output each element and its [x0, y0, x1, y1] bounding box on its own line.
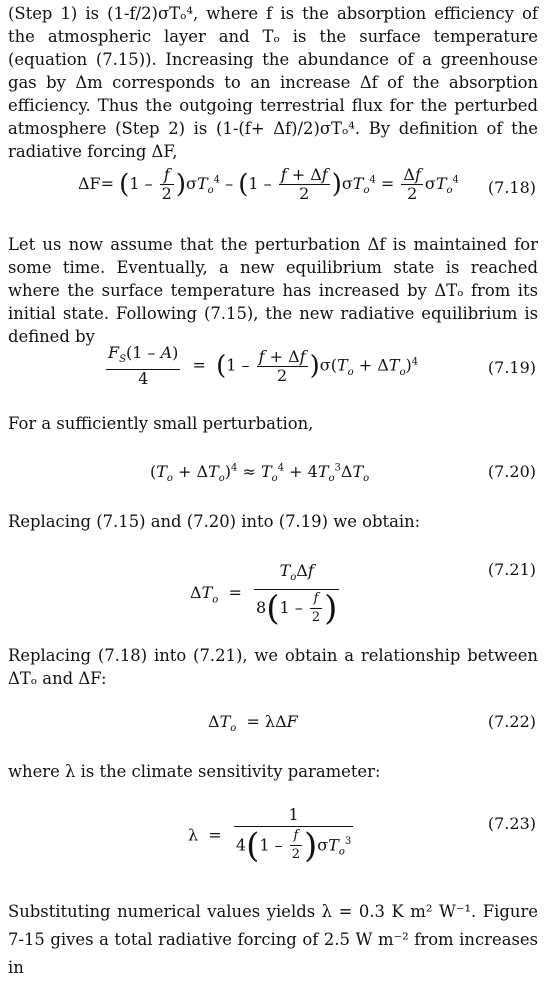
paragraph-2-text: Let us now assume that the perturbation Δf is maintained for some time. Eventually, a new equilibrium state is reached where the surface temperature has increased by ΔTₒ from its initial state. Following (7.15), the new radiative equilibrium is defined by — [8, 235, 538, 346]
eq-7-18-lhs: ΔF= — [78, 174, 115, 193]
equation-7-22 — [0, 710, 558, 740]
equation-7-18 — [0, 158, 558, 218]
equation-7-18-body: ΔF= (1 – $\frac{f}{2}$ )$\sigma T_o^4 - (1$ – $\frac{f + \Delta f}{2}$ )$\sigma T_o^4$ = $\frac{\Delta f}{2}$ $\sigma T_o^4$ — [78, 165, 459, 203]
equation-number: (7.20) — [487, 462, 536, 481]
paragraph-4-text: Replacing (7.15) and (7.20) into (7.19) we obtain: — [8, 512, 421, 531]
equation-7-19-body: $\frac{F_S(1 - A)}{4}$ = (1 – $\frac{f + \Delta f}{2}$ )$\sigma(T_o + \Delta T_o)^4$ — [108, 343, 419, 389]
paragraph-3 — [8, 412, 538, 435]
equation-number: (7.21) — [487, 560, 536, 579]
equation-number: (7.19) — [487, 358, 536, 377]
paragraph-4 — [8, 510, 538, 533]
paragraph-3-text: For a sufficiently small perturbation, — [8, 414, 314, 433]
equation-number: (7.23) — [487, 814, 536, 833]
paragraph-1 — [8, 2, 538, 163]
equation-7-22-body: $\Delta T_o = \lambda\Delta F$ — [208, 712, 298, 735]
equation-7-23 — [0, 800, 558, 870]
equation-7-20 — [0, 456, 558, 496]
equation-7-19 — [0, 340, 558, 400]
equation-number: (7.18) — [487, 178, 536, 197]
paragraph-6 — [8, 760, 538, 783]
paragraph-6-text: where λ is the climate sensitivity parameter: — [8, 762, 381, 781]
equation-number: (7.22) — [487, 712, 536, 731]
paragraph-7 — [8, 898, 538, 982]
equation-7-20-body: $(T_o + \Delta T_o)^4 \approx T_o^4 + 4T_o^3\Delta T_o$ — [150, 462, 370, 485]
paragraph-5 — [8, 644, 538, 690]
paragraph-1-text: (Step 1) is (1-f/2)σTₒ⁴, where f is the absorption efficiency of the atmospheric layer and Tₒ is the surface temperature (equation (7.15)). Increasing the abundance of a greenhouse gas by Δm corresponds to an increase Δf of the absorption efficiency. Thus the outgoing terrestrial flux for the perturbed atmosphere (Step 2) is (1-(f+ Δf)/2)σTₒ⁴. By definition of the radiative forcing ΔF, — [8, 4, 538, 161]
paragraph-2 — [8, 233, 538, 348]
equation-7-23-body: λ = 1 4(1 – $\frac{f}{2}$ )$\sigma T_o^3$ — [188, 805, 352, 866]
paragraph-7-text: Substituting numerical values yields λ = 0.3 K m² W⁻¹. Figure 7-15 gives a total radiative forcing of 2.5 W m⁻² from increases in — [8, 902, 538, 977]
equation-7-21 — [0, 552, 558, 632]
equation-7-21-body: $\Delta T_o$ = $T_o\Delta f$ 8(1 – $\frac{f}{2}$ ) — [190, 561, 338, 629]
paragraph-5-text: Replacing (7.18) into (7.21), we obtain a relationship between ΔTₒ and ΔF: — [8, 646, 538, 688]
